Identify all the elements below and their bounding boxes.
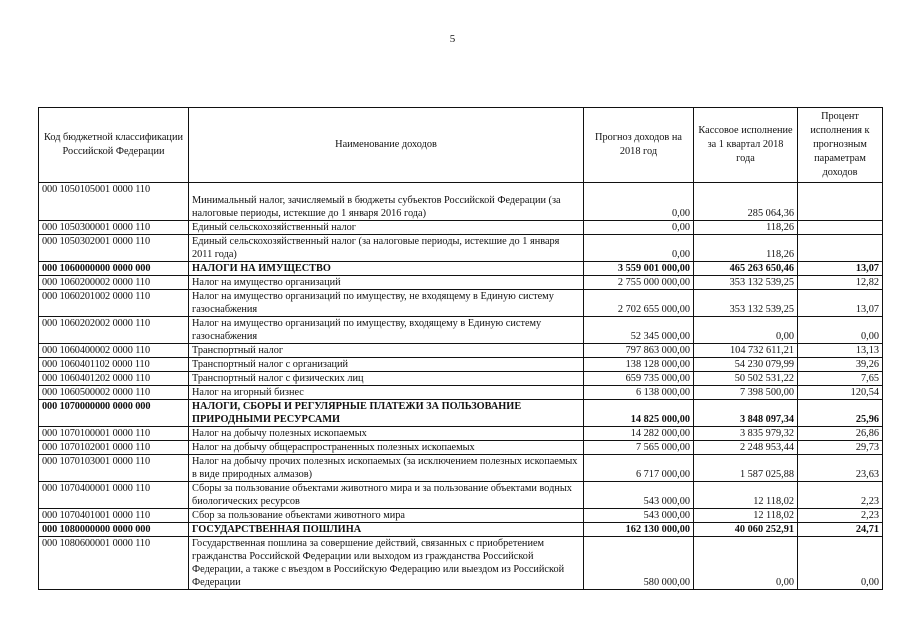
- percent-cell: 23,63: [798, 455, 883, 482]
- percent-cell: 2,23: [798, 482, 883, 509]
- cash-cell: 50 502 531,22: [694, 372, 798, 386]
- forecast-cell: 580 000,00: [584, 537, 694, 590]
- forecast-cell: 7 565 000,00: [584, 441, 694, 455]
- forecast-cell: 162 130 000,00: [584, 523, 694, 537]
- percent-cell: 2,23: [798, 509, 883, 523]
- table-row: [39, 509, 883, 523]
- name-cell: Единый сельскохозяйственный налог (за налоговые периоды, истекшие до 1 января 2011 года): [189, 235, 584, 262]
- code-cell: 000 1060500002 0000 110: [39, 386, 189, 400]
- percent-cell: 26,86: [798, 427, 883, 441]
- table-row: [39, 221, 883, 235]
- cash-cell: 285 064,36: [694, 183, 798, 221]
- percent-cell: 13,07: [798, 262, 883, 276]
- name-cell: Налог на имущество организаций по имуществу, входящему в Единую систему газоснабжения: [189, 317, 584, 344]
- header-cash: Кассовое исполнение за 1 квартал 2018 года: [694, 108, 798, 183]
- name-cell: Налог на добычу прочих полезных ископаемых (за исключением полезных ископаемых в виде природных алмазов): [189, 455, 584, 482]
- cash-cell: 2 248 953,44: [694, 441, 798, 455]
- page-number: 5: [449, 33, 456, 45]
- table-row: [39, 455, 883, 482]
- cash-cell: 54 230 079,99: [694, 358, 798, 372]
- name-cell: Транспортный налог с физических лиц: [189, 372, 584, 386]
- forecast-cell: 0,00: [584, 221, 694, 235]
- name-cell: Сбор за пользование объектами животного мира: [189, 509, 584, 523]
- code-cell: 000 1050300001 0000 110: [39, 221, 189, 235]
- code-cell: 000 1070401001 0000 110: [39, 509, 189, 523]
- header-name: Наименование доходов: [189, 108, 584, 183]
- table-row: [39, 344, 883, 358]
- cash-cell: 118,26: [694, 235, 798, 262]
- forecast-cell: 2 755 000 000,00: [584, 276, 694, 290]
- cash-cell: 1 587 025,88: [694, 455, 798, 482]
- name-cell: НАЛОГИ, СБОРЫ И РЕГУЛЯРНЫЕ ПЛАТЕЖИ ЗА ПОЛЬЗОВАНИЕ ПРИРОДНЫМИ РЕСУРСАМИ: [189, 400, 584, 427]
- table-row: [39, 183, 883, 221]
- table-row: [39, 358, 883, 372]
- table-row: [39, 427, 883, 441]
- revenue-table: [38, 107, 883, 590]
- name-cell: Транспортный налог с организаций: [189, 358, 584, 372]
- forecast-cell: 14 282 000,00: [584, 427, 694, 441]
- table-header-row: [39, 108, 883, 183]
- forecast-cell: 0,00: [584, 235, 694, 262]
- forecast-cell: 6 717 000,00: [584, 455, 694, 482]
- table-row: [39, 537, 883, 590]
- code-cell: 000 1060202002 0000 110: [39, 317, 189, 344]
- cash-cell: 104 732 611,21: [694, 344, 798, 358]
- code-cell: 000 1060400002 0000 110: [39, 344, 189, 358]
- table-row: [39, 400, 883, 427]
- table-row: [39, 262, 883, 276]
- forecast-cell: 543 000,00: [584, 509, 694, 523]
- table-row: [39, 290, 883, 317]
- name-cell: Сборы за пользование объектами животного мира и за пользование объектами водных биологических ресурсов: [189, 482, 584, 509]
- percent-cell: 0,00: [798, 317, 883, 344]
- name-cell: Государственная пошлина за совершение действий, связанных с приобретением гражданства Российской Федерации или выходом из гражданства Российской Федерации, а также с въездом в Российскую Федерацию или выездом из Российской Федерации: [189, 537, 584, 590]
- name-cell: ГОСУДАРСТВЕННАЯ ПОШЛИНА: [189, 523, 584, 537]
- code-cell: 000 1070100001 0000 110: [39, 427, 189, 441]
- table-row: [39, 276, 883, 290]
- percent-cell: 13,07: [798, 290, 883, 317]
- cash-cell: 12 118,02: [694, 482, 798, 509]
- cash-cell: 12 118,02: [694, 509, 798, 523]
- code-cell: 000 1070000000 0000 000: [39, 400, 189, 427]
- code-cell: 000 1060201002 0000 110: [39, 290, 189, 317]
- forecast-cell: 6 138 000,00: [584, 386, 694, 400]
- table-row: [39, 482, 883, 509]
- percent-cell: 7,65: [798, 372, 883, 386]
- forecast-cell: 52 345 000,00: [584, 317, 694, 344]
- table-row: [39, 372, 883, 386]
- code-cell: 000 1050105001 0000 110: [39, 183, 189, 221]
- forecast-cell: 2 702 655 000,00: [584, 290, 694, 317]
- code-cell: 000 1060401202 0000 110: [39, 372, 189, 386]
- code-cell: 000 1060000000 0000 000: [39, 262, 189, 276]
- table-row: [39, 523, 883, 537]
- cash-cell: 3 835 979,32: [694, 427, 798, 441]
- table-row: [39, 317, 883, 344]
- forecast-cell: 0,00: [584, 183, 694, 221]
- code-cell: 000 1070102001 0000 110: [39, 441, 189, 455]
- code-cell: 000 1060200002 0000 110: [39, 276, 189, 290]
- forecast-cell: 797 863 000,00: [584, 344, 694, 358]
- name-cell: Налог на имущество организаций по имуществу, не входящему в Единую систему газоснабжения: [189, 290, 584, 317]
- name-cell: Налог на имущество организаций: [189, 276, 584, 290]
- cash-cell: 118,26: [694, 221, 798, 235]
- cash-cell: 3 848 097,34: [694, 400, 798, 427]
- cash-cell: 7 398 500,00: [694, 386, 798, 400]
- forecast-cell: 3 559 001 000,00: [584, 262, 694, 276]
- cash-cell: 0,00: [694, 317, 798, 344]
- percent-cell: 0,00: [798, 537, 883, 590]
- code-cell: 000 1080000000 0000 000: [39, 523, 189, 537]
- table-row: [39, 441, 883, 455]
- cash-cell: 40 060 252,91: [694, 523, 798, 537]
- code-cell: 000 1070103001 0000 110: [39, 455, 189, 482]
- name-cell: Налог на игорный бизнес: [189, 386, 584, 400]
- forecast-cell: 543 000,00: [584, 482, 694, 509]
- code-cell: 000 1070400001 0000 110: [39, 482, 189, 509]
- percent-cell: 24,71: [798, 523, 883, 537]
- percent-cell: 13,13: [798, 344, 883, 358]
- percent-cell: 25,96: [798, 400, 883, 427]
- code-cell: 000 1080600001 0000 110: [39, 537, 189, 590]
- cash-cell: 0,00: [694, 537, 798, 590]
- name-cell: НАЛОГИ НА ИМУЩЕСТВО: [189, 262, 584, 276]
- name-cell: Налог на добычу полезных ископаемых: [189, 427, 584, 441]
- percent-cell: [798, 221, 883, 235]
- cash-cell: 465 263 650,46: [694, 262, 798, 276]
- cash-cell: 353 132 539,25: [694, 290, 798, 317]
- code-cell: 000 1060401102 0000 110: [39, 358, 189, 372]
- forecast-cell: 138 128 000,00: [584, 358, 694, 372]
- name-cell: Минимальный налог, зачисляемый в бюджеты субъектов Российской Федерации (за налоговые периоды, истекшие до 1 января 2016 года): [189, 183, 584, 221]
- name-cell: Транспортный налог: [189, 344, 584, 358]
- percent-cell: [798, 235, 883, 262]
- percent-cell: [798, 183, 883, 221]
- table-row: [39, 386, 883, 400]
- percent-cell: 29,73: [798, 441, 883, 455]
- forecast-cell: 14 825 000,00: [584, 400, 694, 427]
- name-cell: Единый сельскохозяйственный налог: [189, 221, 584, 235]
- percent-cell: 12,82: [798, 276, 883, 290]
- name-cell: Налог на добычу общераспространенных полезных ископаемых: [189, 441, 584, 455]
- percent-cell: 39,26: [798, 358, 883, 372]
- table-row: [39, 235, 883, 262]
- forecast-cell: 659 735 000,00: [584, 372, 694, 386]
- header-forecast: Прогноз доходов на 2018 год: [584, 108, 694, 183]
- code-cell: 000 1050302001 0000 110: [39, 235, 189, 262]
- percent-cell: 120,54: [798, 386, 883, 400]
- header-code: Код бюджетной классификации Российской Федерации: [39, 108, 189, 183]
- cash-cell: 353 132 539,25: [694, 276, 798, 290]
- header-percent: Процент исполнения к прогнозным параметрам доходов: [798, 108, 883, 183]
